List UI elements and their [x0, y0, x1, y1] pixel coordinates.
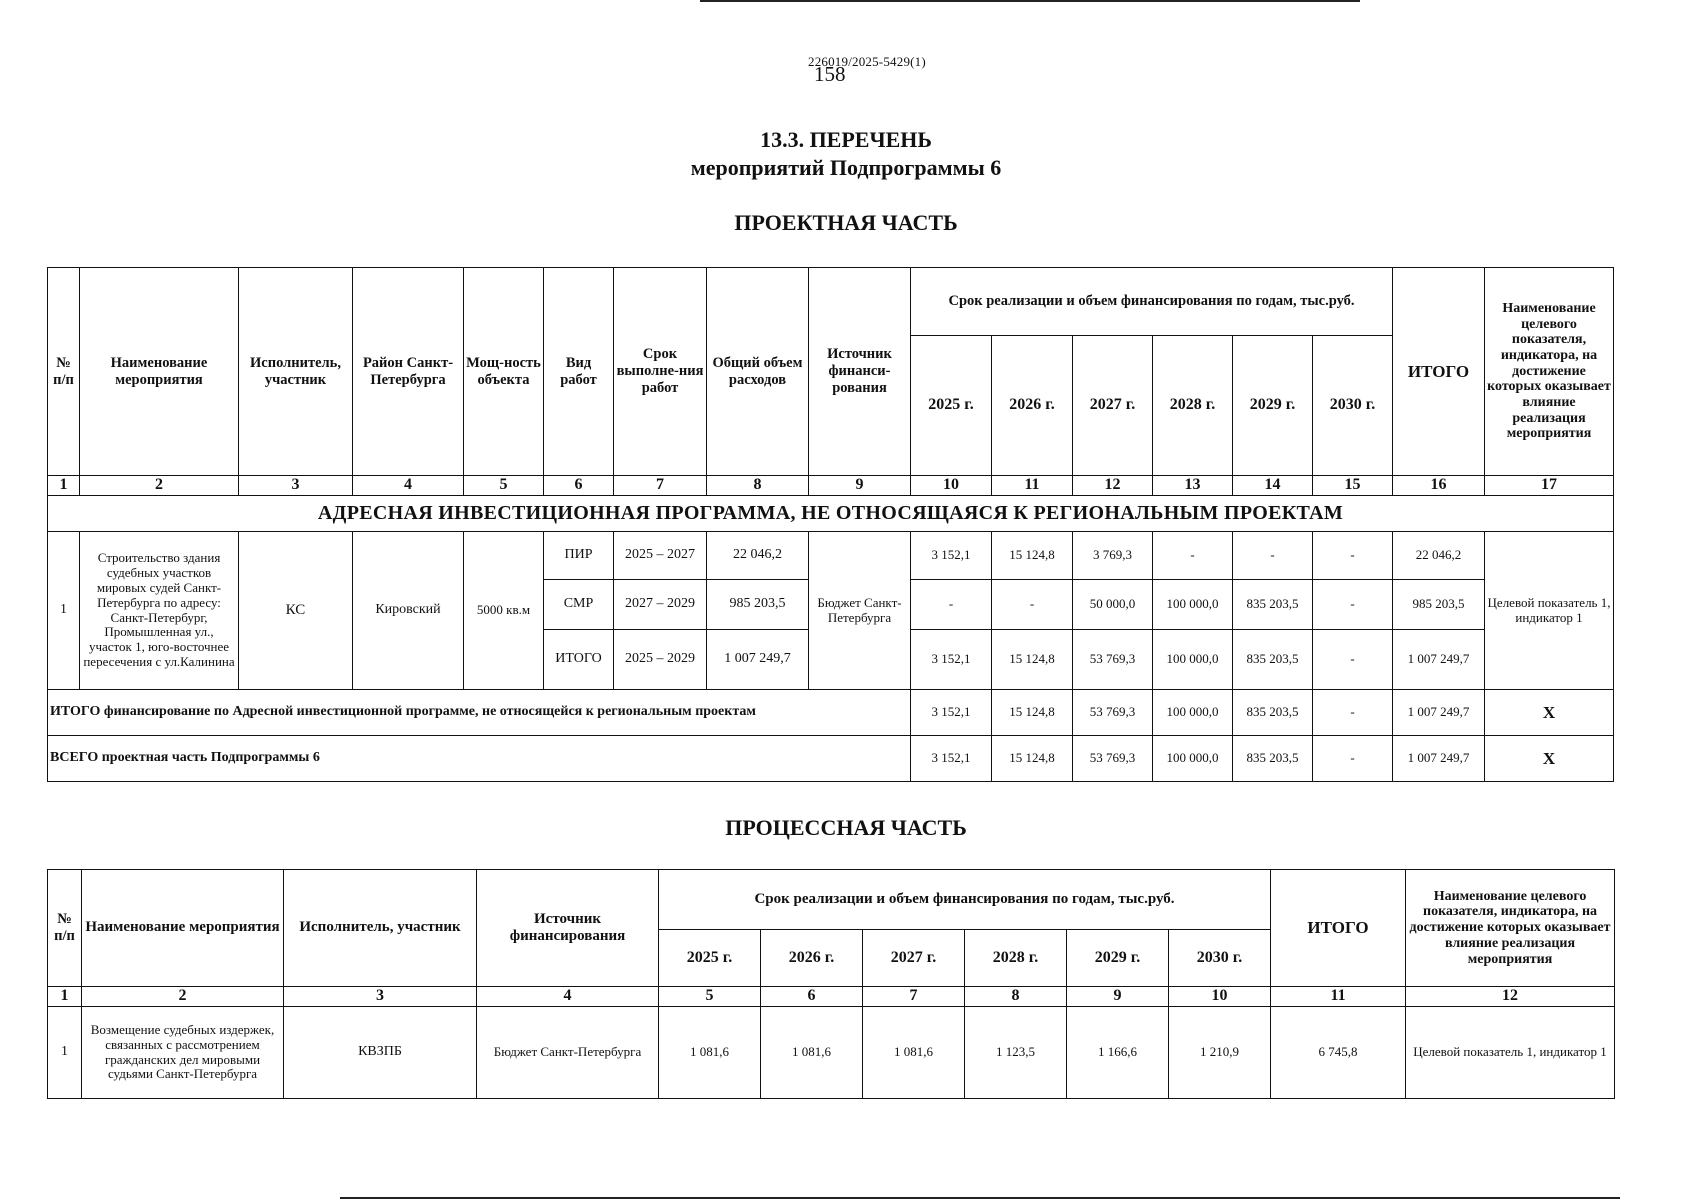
row-cost: 1 007 249,7 — [707, 630, 809, 690]
column-numbers-row — [48, 987, 1615, 1007]
total-year-value: 100 000,0 — [1153, 690, 1233, 736]
row-indicator: Целевой показатель 1, индикатор 1 — [1485, 532, 1614, 690]
section-title-project: ПРОЕКТНАЯ ЧАСТЬ — [734, 210, 958, 235]
header-source: Источник финансирования — [477, 870, 659, 987]
header-source: Источник финанси-рования — [809, 268, 911, 476]
header-year: 2025 г. — [911, 336, 992, 476]
column-number: 12 — [1073, 476, 1153, 496]
column-number: 15 — [1313, 476, 1393, 496]
column-number: 4 — [353, 476, 464, 496]
total-year-value: 3 152,1 — [911, 736, 992, 782]
column-number: 3 — [284, 987, 477, 1007]
document-title: 13.3. ПЕРЕЧЕНЬ — [760, 127, 932, 152]
row-year-value: 100 000,0 — [1153, 580, 1233, 630]
header-indicator: Наименование целевого показателя, индикатора, на достижение которых оказывает влияние реализация мероприятия — [1406, 870, 1615, 987]
column-number: 1 — [48, 987, 82, 1007]
header-total: ИТОГО — [1271, 870, 1406, 987]
total-year-value: 100 000,0 — [1153, 736, 1233, 782]
row-year-value: 3 152,1 — [911, 532, 992, 580]
row-year-value: - — [1313, 532, 1393, 580]
column-number: 7 — [614, 476, 707, 496]
header-district: Район Санкт-Петербурга — [353, 268, 464, 476]
row-executor: КВЗПБ — [284, 1007, 477, 1099]
header-name: Наименование мероприятия — [82, 870, 284, 987]
row-year-value: - — [1153, 532, 1233, 580]
column-number: 12 — [1406, 987, 1615, 1007]
total-mark: Х — [1485, 690, 1614, 736]
row-total: 985 203,5 — [1393, 580, 1485, 630]
column-number: 4 — [477, 987, 659, 1007]
row-capacity: 5000 кв.м — [464, 532, 544, 690]
column-number: 7 — [863, 987, 965, 1007]
top-scan-line — [700, 0, 1360, 2]
header-year: 2029 г. — [1067, 930, 1169, 987]
row-year-value: 15 124,8 — [992, 630, 1073, 690]
row-indicator: Целевой показатель 1, индикатор 1 — [1406, 1007, 1615, 1099]
document-subtitle: мероприятий Подпрограммы 6 — [690, 155, 1002, 180]
section-band-aip: АДРЕСНАЯ ИНВЕСТИЦИОННАЯ ПРОГРАММА, НЕ ОТНОСЯЩАЯСЯ К РЕГИОНАЛЬНЫМ ПРОЕКТАМ — [48, 496, 1614, 532]
registration-number: 226019/2025-5429(1) — [808, 54, 926, 69]
project-part-table — [47, 267, 1614, 782]
header-executor: Исполнитель, участник — [239, 268, 353, 476]
header-year: 2027 г. — [1073, 336, 1153, 476]
row-year-value: 1 166,6 — [1067, 1007, 1169, 1099]
header-year: 2028 г. — [965, 930, 1067, 987]
row-year-value: 3 769,3 — [1073, 532, 1153, 580]
header-year: 2030 г. — [1313, 336, 1393, 476]
process-part-table — [47, 869, 1615, 1099]
column-number: 13 — [1153, 476, 1233, 496]
row-year-value: 15 124,8 — [992, 532, 1073, 580]
row-work-type: ИТОГО — [544, 630, 614, 690]
total-year-value: 835 203,5 — [1233, 690, 1313, 736]
total-row — [48, 736, 1614, 782]
table-row — [48, 1007, 1615, 1099]
row-year-value: 1 081,6 — [761, 1007, 863, 1099]
header-num: № п/п — [48, 268, 80, 476]
total-year-value: 3 152,1 — [911, 690, 992, 736]
total-year-value: 15 124,8 — [992, 690, 1073, 736]
row-source: Бюджет Санкт-Петербурга — [809, 532, 911, 690]
row-name: Строительство здания судебных участков мировых судей Санкт-Петербурга по адресу: Санкт-Петербург, Промышленная ул., участок 1, юго-восточнее пересечения с ул.Калинина — [80, 532, 239, 690]
row-year-value: - — [1233, 532, 1313, 580]
row-year-value: - — [992, 580, 1073, 630]
row-year-value: - — [1313, 580, 1393, 630]
row-year-value: 3 152,1 — [911, 630, 992, 690]
row-source: Бюджет Санкт-Петербурга — [477, 1007, 659, 1099]
row-term: 2027 – 2029 — [614, 580, 707, 630]
table-row — [48, 532, 1614, 580]
header-name: Наименование мероприятия — [80, 268, 239, 476]
column-number: 8 — [965, 987, 1067, 1007]
header-year: 2029 г. — [1233, 336, 1313, 476]
row-district: Кировский — [353, 532, 464, 690]
column-number: 14 — [1233, 476, 1313, 496]
row-work-type: СМР — [544, 580, 614, 630]
row-total: 1 007 249,7 — [1393, 630, 1485, 690]
row-year-value: 53 769,3 — [1073, 630, 1153, 690]
column-number: 3 — [239, 476, 353, 496]
header-financing: Срок реализации и объем финансирования по годам, тыс.руб. — [659, 870, 1271, 930]
row-year-value: 1 210,9 — [1169, 1007, 1271, 1099]
total-row-label: ИТОГО финансирование по Адресной инвестиционной программе, не относящейся к региональным проектам — [48, 690, 911, 736]
row-name: Возмещение судебных издержек, связанных с рассмотрением гражданских дел мировыми судьями Санкт-Петербурга — [82, 1007, 284, 1099]
column-numbers-row — [48, 476, 1614, 496]
column-number: 6 — [761, 987, 863, 1007]
bottom-scan-line — [340, 1197, 1620, 1199]
header-year: 2026 г. — [761, 930, 863, 987]
total-year-value: 15 124,8 — [992, 736, 1073, 782]
row-year-value: 835 203,5 — [1233, 630, 1313, 690]
total-year-value: - — [1313, 736, 1393, 782]
header-year: 2027 г. — [863, 930, 965, 987]
column-number: 9 — [809, 476, 911, 496]
total-mark: Х — [1485, 736, 1614, 782]
row-total: 6 745,8 — [1271, 1007, 1406, 1099]
header-work-type: Вид работ — [544, 268, 614, 476]
column-number: 2 — [80, 476, 239, 496]
column-number: 8 — [707, 476, 809, 496]
column-number: 1 — [48, 476, 80, 496]
total-year-value: 53 769,3 — [1073, 690, 1153, 736]
header-year: 2026 г. — [992, 336, 1073, 476]
header-year: 2030 г. — [1169, 930, 1271, 987]
total-year-value: 835 203,5 — [1233, 736, 1313, 782]
total-year-value: - — [1313, 690, 1393, 736]
row-cost: 985 203,5 — [707, 580, 809, 630]
row-year-value: 1 123,5 — [965, 1007, 1067, 1099]
total-row-label: ВСЕГО проектная часть Подпрограммы 6 — [48, 736, 911, 782]
column-number: 9 — [1067, 987, 1169, 1007]
header-executor: Исполнитель, участник — [284, 870, 477, 987]
header-term: Срок выполне-ния работ — [614, 268, 707, 476]
column-number: 10 — [1169, 987, 1271, 1007]
column-number: 6 — [544, 476, 614, 496]
total-sum: 1 007 249,7 — [1393, 690, 1485, 736]
page-number: 158 — [814, 62, 846, 86]
header-total: ИТОГО — [1393, 268, 1485, 476]
column-number: 11 — [1271, 987, 1406, 1007]
column-number: 10 — [911, 476, 992, 496]
column-number: 5 — [464, 476, 544, 496]
header-capacity: Мощ-ность объекта — [464, 268, 544, 476]
column-number: 2 — [82, 987, 284, 1007]
row-year-value: 50 000,0 — [1073, 580, 1153, 630]
row-year-value: - — [911, 580, 992, 630]
row-executor: КС — [239, 532, 353, 690]
row-num: 1 — [48, 532, 80, 690]
row-year-value: 1 081,6 — [863, 1007, 965, 1099]
total-year-value: 53 769,3 — [1073, 736, 1153, 782]
row-term: 2025 – 2027 — [614, 532, 707, 580]
column-number: 11 — [992, 476, 1073, 496]
row-year-value: 100 000,0 — [1153, 630, 1233, 690]
total-row — [48, 690, 1614, 736]
header-financing: Срок реализации и объем финансирования по годам, тыс.руб. — [911, 268, 1393, 336]
column-number: 5 — [659, 987, 761, 1007]
header-total-cost: Общий объем расходов — [707, 268, 809, 476]
row-cost: 22 046,2 — [707, 532, 809, 580]
header-year: 2025 г. — [659, 930, 761, 987]
row-year-value: - — [1313, 630, 1393, 690]
row-total: 22 046,2 — [1393, 532, 1485, 580]
row-num: 1 — [48, 1007, 82, 1099]
column-number: 17 — [1485, 476, 1614, 496]
total-sum: 1 007 249,7 — [1393, 736, 1485, 782]
section-title-process: ПРОЦЕССНАЯ ЧАСТЬ — [725, 815, 967, 840]
header-indicator: Наименование целевого показателя, индикатора, на достижение которых оказывает влияние реализация мероприятия — [1485, 268, 1614, 476]
column-number: 16 — [1393, 476, 1485, 496]
row-year-value: 1 081,6 — [659, 1007, 761, 1099]
row-year-value: 835 203,5 — [1233, 580, 1313, 630]
header-year: 2028 г. — [1153, 336, 1233, 476]
header-num: № п/п — [48, 870, 82, 987]
row-work-type: ПИР — [544, 532, 614, 580]
row-term: 2025 – 2029 — [614, 630, 707, 690]
